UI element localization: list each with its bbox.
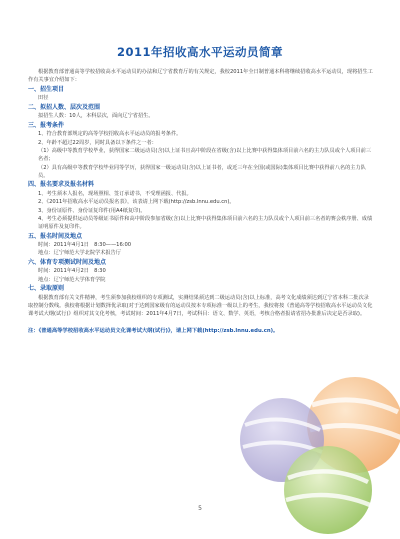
download-note: 注：《普通高等学校招收高水平运动员文化课考试大纲(试行)》，请上网下载(http://zsb.lnnu.edu.cn)。 bbox=[28, 327, 279, 334]
section-heading-1: 一、招生项目 bbox=[28, 85, 65, 93]
section-4-line-4: 4、考生必须提供运动员等级证书原件和高中阶段参加省级(含)以上比赛中获得集体项目前六名的主力队员或个人项目前三名者的赛会秩序册、成绩证明原件及复印件。 bbox=[38, 215, 373, 231]
section-6-line-2: 地点：辽宁师范大学体育学院 bbox=[38, 276, 106, 283]
section-4-line-2: 2、《2011年招收高水平运动员报名表》，该表请上网下载(http://zsb.lnnu.edu.cn)。 bbox=[38, 199, 235, 206]
section-heading-2: 二、拟招人数、层次及范围 bbox=[28, 103, 101, 111]
section-3-line-4: （2）具有高级中等教育学校毕业同等学历，获得国家一级运动员(含)以上证书者，或近三年在全国(或国际)集体项目比赛中获得前八名的主力队员。 bbox=[38, 164, 366, 179]
section-3-line-3: （1）高级中等教育学校毕业，获得国家二级运动员(含)以上证书且高中阶段在省级(含)以上比赛中获得集体项目前六名的主力队员或个人项目前三名者； bbox=[38, 147, 372, 163]
section-3-line-2: 2、年龄不超过22周岁，同时具备以下条件之一者： bbox=[38, 139, 157, 146]
section-4-line-3: 3、身份证原件、身份证复印件(用A4纸复印)。 bbox=[38, 207, 146, 214]
document-title: 2011年招收高水平运动员简章 bbox=[116, 45, 283, 59]
section-2-line-1: 拟招生人数：10人，本科层次，面向辽宁省招生。 bbox=[38, 113, 154, 120]
document-body bbox=[28, 68, 374, 335]
section-heading-7: 七、录取原则 bbox=[28, 285, 65, 293]
orange-ball bbox=[307, 377, 400, 473]
intro-paragraph: 根据教育部普通高等学校招收高水平运动员的办法和辽宁省教育厅的有关规定，我校2011年全日制普通本科将继续招收高水平运动员，现将招生工作有关事宜介绍如下： bbox=[28, 69, 373, 84]
section-heading-5: 五、报名时间及地点 bbox=[28, 232, 83, 240]
section-heading-3: 三、报考条件 bbox=[28, 121, 65, 129]
green-ball bbox=[284, 446, 372, 534]
page-number: 5 bbox=[198, 505, 202, 512]
section-7-paragraph: 根据教育部有关文件精神，考生须参加我校组织的专项测试，实测结果须达到二级运动员(含)以上标准，高考文化成绩须达到辽宁省本科二批次录取控制分数线。我校将根据计划数择优录取(对于达到国家级有的运动员按本专项标准一级以上的考生，我校将按《普通高等学校招收高水平运动员文化课考试大纲(试行)》组织对其文化考核，考试时间：2011年4月7日，考试科目：语文、数学、英语，考核合格者报请省招办批准后决定是否录取)。 bbox=[28, 294, 373, 318]
section-6-line-1: 时间：2011年4月2日 8:30 bbox=[38, 268, 106, 275]
section-5-line-1: 时间：2011年4月1日 8:30——16:00 bbox=[38, 242, 132, 249]
section-3-line-1: 1、符合教育部规定的高等学校招收高水平运动员的报考条件。 bbox=[38, 131, 182, 138]
section-1-line-1: 田径 bbox=[38, 95, 49, 102]
section-heading-4: 四、报名要求及报名材料 bbox=[28, 181, 95, 189]
section-5-line-2: 地点：辽宁师范大学北院学术报告厅 bbox=[38, 250, 122, 257]
section-4-line-1: 1、考生须本人报名，现场照相、签订承诺书，不受理函报、代报。 bbox=[38, 190, 192, 197]
purple-ball bbox=[240, 398, 324, 482]
section-heading-6: 六、体育专项测试时间及地点 bbox=[28, 258, 107, 266]
